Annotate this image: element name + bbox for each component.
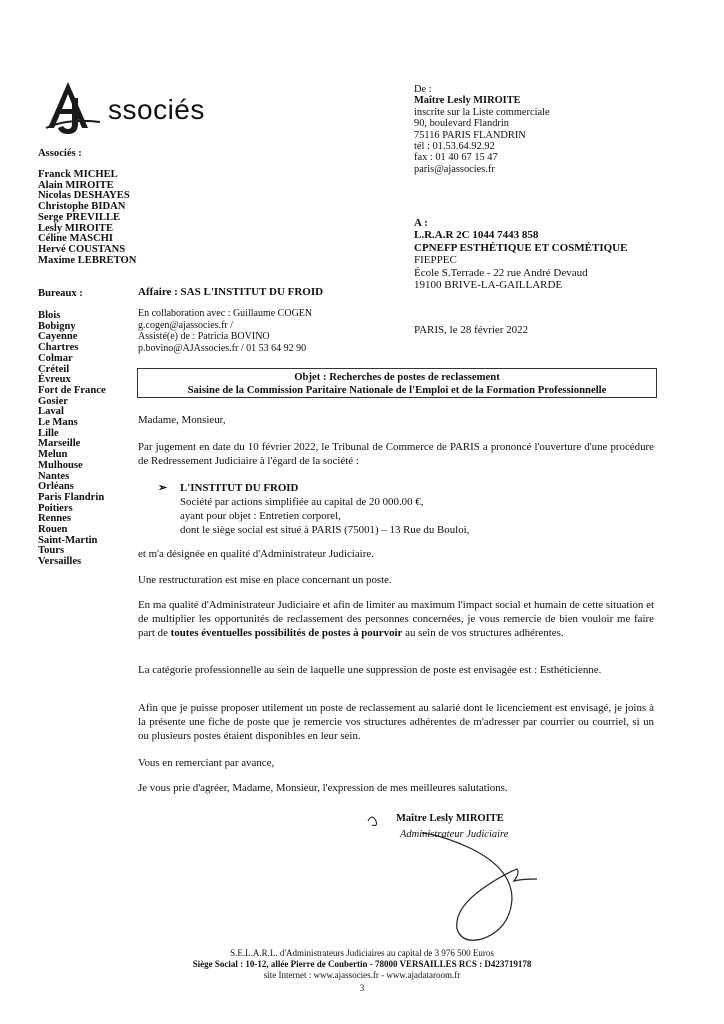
sender-block [414,84,550,175]
subject-line-2: Saisine de la Commission Paritaire Nationale de l'Emploi et de la Formation Professionnelle [187,384,607,396]
office-name: Évreux [38,374,71,386]
letter-date: PARIS, le 28 février 2022 [414,324,529,336]
paragraph: Par jugement en date du 10 février 2022, le Tribunal de Commerce de PARIS a prononcé l'ouverture d'une procédure de Redressement Judiciaire à l'égard de la société : [138,441,654,468]
paragraph: Je vous prie d'agréer, Madame, Monsieur, l'expression de mes meilleures salutations. [138,782,508,794]
collab-line: p.bovino@AJAssocies.fr / 01 53 64 92 90 [138,342,307,354]
paragraph: Afin que je puisse proposer utilement un poste de reclassement au salarié dont le licenciement est envisagé, je joins à la présente une fiche de poste que je remercie vos structures adhérentes de m'adresser par courrier ou courriel, si un ou plusieurs postes étaient disponibles en leur sein. [138,702,654,743]
partner-name: Christophe BIDAN [38,201,126,213]
office-name: Rennes [38,513,71,525]
partner-name: Alain MIROITE [38,179,114,191]
partner-name: Serge PREVILLE [38,211,121,223]
recipient-org: CPNEFP ESTHÉTIQUE ET COSMÉTIQUE [414,241,628,254]
paragraph [138,598,654,641]
collaboration-block [138,308,312,354]
company-line: ayant pour objet : Entretien corporel, [180,510,341,522]
office-name: Créteil [38,363,70,375]
company-logo [38,78,205,138]
office-name: Poitiers [38,502,73,514]
company-name: L'INSTITUT DU FROID [180,482,299,494]
office-name: Lille [38,427,59,439]
recipient-label: A : [414,217,428,229]
office-name: Nantes [38,470,70,482]
recipient-line: École S.Terrade - 22 rue André Devaud [414,266,588,279]
partner-name: Céline MASCHI [38,233,114,245]
partner-name: Franck MICHEL [38,169,118,180]
signatory-role: Administrateur Judiciaire [400,829,509,840]
salutation: Madame, Monsieur, [138,414,226,426]
office-name: Orléans [38,481,74,493]
offices-heading: Bureaux : [38,288,83,299]
sender-line: 90, boulevard Flandrin [414,118,509,130]
paragraph-emphasis: toutes éventuelles possibilités de postes à pourvoir [170,627,403,640]
subject-box [137,368,657,398]
paragraph-part: En ma qualité d'Administrateur Judiciaire et afin de limiter au maximum l'impact social et humain de cette situation et de multiplier les opportunités de reclassement des personnes concernées, je vous remercie de bien vouloir me faire part de [138,599,654,640]
partner-name: Maxime LEBRETON [38,254,137,266]
office-name: Le Mans [38,417,78,429]
offices-list [38,311,106,568]
partners-heading: Associés : [38,148,82,159]
partner-name: Nicolas DESHAYES [38,190,130,202]
signatory-name: Maître Lesly MIROITE [396,813,504,824]
office-name: Gosier [38,395,69,407]
arrow-bullet-icon: ➢ [158,482,168,494]
office-name: Bobigny [38,320,76,332]
office-name: Marseille [38,438,81,450]
office-name: Tours [38,545,65,557]
sender-line: inscrite sur la Liste commerciale [414,106,550,118]
aj-monogram-icon [38,78,118,138]
sender-fax: fax : 01 40 67 15 47 [414,152,498,164]
partner-name: Lesly MIROITE [38,222,114,234]
recipient-ref: L.R.A.R 2C 1044 7443 858 [414,229,539,242]
sender-name: Maître Lesly MIROITE [414,95,521,107]
company-line: dont le siège social est situé à PARIS (75001) – 13 Rue du Bouloi, [180,524,470,536]
office-name: Versailles [38,556,82,568]
paragraph: Une restructuration est mise en place concernant un poste. [138,574,392,586]
paragraph-part: au sein de vos structures adhérentes. [402,627,564,640]
recipient-line: 19100 BRIVE-LA-GAILLARDE [414,279,563,292]
page-number: 3 [359,983,365,993]
office-name: Melun [38,449,68,461]
collab-line: g.cogen@ajassocies.fr / [138,319,234,331]
office-name: Colmar [38,352,73,364]
sender-line: 75116 PARIS FLANDRIN [414,129,526,141]
footer-line: Siège Social : 10-12, allée Pierre de Coubertin - 78000 VERSAILLES RCS : D423719178 [192,959,532,969]
office-name: Paris Flandrin [38,491,105,503]
collab-line: Assisté(e) de : Patricia BOVINO [138,331,270,342]
paragraph: La catégorie professionnelle au sein de laquelle une suppression de poste est envisagée est : Esthéticienne. [138,664,602,676]
office-name: Chartres [38,342,79,354]
company-block [158,481,469,537]
sender-label: De : [414,84,432,95]
partners-list [38,170,136,266]
signature-block [362,809,562,949]
collab-line: En collaboration avec : Guillaume COGEN [138,308,313,319]
paragraph: Vous en remerciant par avance, [138,757,275,769]
office-name: Fort de France [38,384,106,396]
footer-line: S.E.L.A.R.L. d'Administrateurs Judiciaires au capital de 3 976 500 Euros [230,948,494,958]
office-name: Laval [38,406,64,418]
paragraph: et m'a désignée en qualité d'Administrateur Judiciaire. [138,548,374,560]
office-name: Saint-Martin [38,534,98,546]
partner-name: Hervé COUSTANS [38,243,126,255]
office-name: Mulhouse [38,459,83,471]
logo-text: ssociés [108,94,205,125]
office-name: Cayenne [38,331,78,343]
footer-website: site Internet : www.ajassocies.fr - www.ajadataroom.fr [263,970,461,980]
subject-line-1: Objet : Recherches de postes de reclassement [294,371,500,383]
affaire-line: Affaire : SAS L'INSTITUT DU FROID [138,286,324,298]
recipient-line: FIEPPEC [414,254,457,267]
recipient-block [414,217,627,291]
office-name: Rouen [38,524,68,536]
office-name: Blois [38,310,61,321]
company-line: Société par actions simplifiée au capital de 20 000.00 €, [180,496,424,508]
sender-email: paris@ajassocies.fr [414,163,495,175]
sender-phone: tél : 01.53.64.92.92 [414,141,495,153]
